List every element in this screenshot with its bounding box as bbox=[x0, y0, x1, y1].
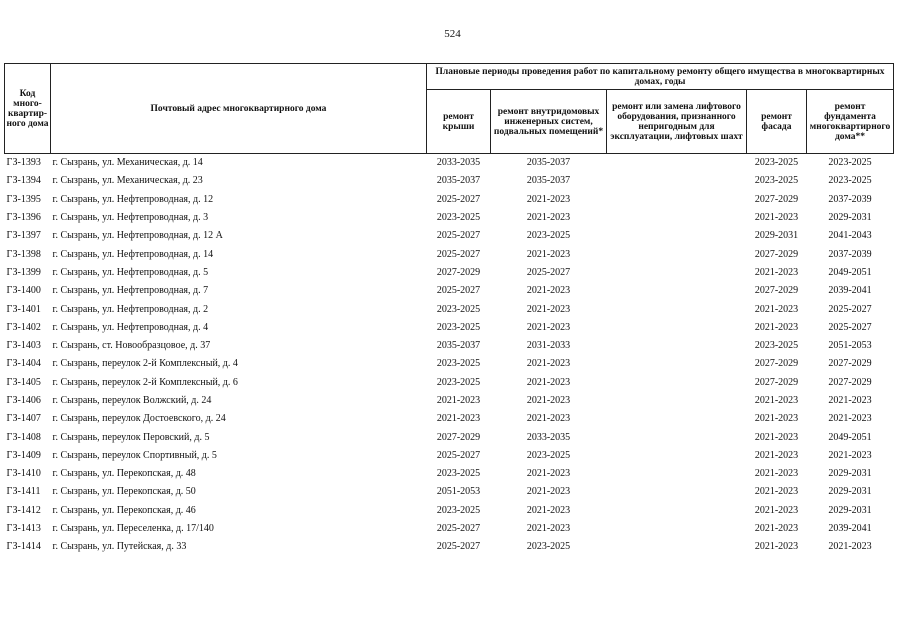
table-row bbox=[5, 319, 894, 337]
cell-roof: 2033-2035 bbox=[427, 154, 491, 173]
cell-facade: 2021-2023 bbox=[754, 266, 799, 278]
cell-address: г. Сызрань, ул. Нефтепроводная, д. 12 bbox=[52, 193, 214, 205]
header-facade: ремонт фасада bbox=[747, 90, 807, 154]
cell-roof: 2025-2027 bbox=[436, 285, 481, 297]
cell-engineering: 2021-2023 bbox=[526, 193, 571, 205]
cell-engineering: 2031-2033 bbox=[526, 340, 571, 352]
cell-code: ГЗ-1396 bbox=[6, 212, 41, 224]
cell-engineering: 2023-2025 bbox=[526, 541, 571, 553]
cell-roof: 2025-2027 bbox=[436, 230, 481, 242]
table-row bbox=[5, 355, 894, 373]
table-row bbox=[5, 374, 894, 392]
cell-engineering: 2035-2037 bbox=[526, 175, 571, 187]
table-row bbox=[5, 337, 894, 355]
cell-engineering: 2035-2037 bbox=[491, 154, 607, 173]
cell-code: ГЗ-1400 bbox=[6, 285, 41, 297]
cell-facade: 2021-2023 bbox=[754, 504, 799, 516]
cell-engineering: 2021-2023 bbox=[526, 321, 571, 333]
cell-roof: 2035-2037 bbox=[436, 340, 481, 352]
cell-address: г. Сызрань, ул. Переселенка, д. 17/140 bbox=[52, 523, 214, 535]
cell-address: г. Сызрань, ул. Перекопская, д. 46 bbox=[52, 504, 196, 516]
cell-facade: 2027-2029 bbox=[754, 248, 799, 260]
cell-roof: 2023-2025 bbox=[436, 358, 481, 370]
table-row bbox=[5, 410, 894, 428]
cell-foundation: 2025-2027 bbox=[828, 321, 872, 333]
cell-roof: 2025-2027 bbox=[436, 523, 481, 535]
cell-elevator bbox=[607, 410, 747, 428]
table-row bbox=[5, 465, 894, 483]
table-row bbox=[5, 483, 894, 501]
capital-repair-table bbox=[4, 63, 894, 557]
cell-engineering: 2021-2023 bbox=[526, 376, 571, 388]
cell-address: г. Сызрань, переулок Волжский, д. 24 bbox=[52, 395, 212, 406]
cell-code: ГЗ-1411 bbox=[6, 486, 41, 498]
cell-foundation: 2041-2043 bbox=[828, 230, 872, 242]
cell-facade: 2021-2023 bbox=[754, 523, 799, 535]
cell-elevator bbox=[607, 191, 747, 209]
table-row bbox=[5, 227, 894, 245]
cell-address: г. Сызрань, ул. Нефтепроводная, д. 2 bbox=[52, 303, 209, 315]
cell-facade: 2023-2025 bbox=[754, 340, 799, 352]
cell-facade: 2021-2023 bbox=[754, 413, 799, 425]
cell-roof: 2023-2025 bbox=[436, 303, 481, 315]
cell-foundation: 2025-2027 bbox=[828, 303, 872, 315]
cell-roof: 2023-2025 bbox=[436, 376, 481, 388]
table-header bbox=[5, 64, 894, 154]
cell-address: г. Сызрань, ул. Путейская, д. 33 bbox=[52, 541, 187, 553]
cell-facade: 2023-2025 bbox=[754, 175, 799, 187]
cell-elevator bbox=[607, 392, 747, 410]
cell-foundation: 2023-2025 bbox=[828, 175, 872, 187]
cell-roof: 2035-2037 bbox=[436, 175, 481, 187]
cell-address: г. Сызрань, ул. Нефтепроводная, д. 7 bbox=[52, 285, 209, 297]
cell-elevator bbox=[607, 465, 747, 483]
cell-elevator bbox=[607, 337, 747, 355]
cell-code: ГЗ-1395 bbox=[6, 193, 41, 205]
cell-roof: 2023-2025 bbox=[436, 504, 481, 516]
header-foundation: ремонт фундамента многоквартирного дома** bbox=[807, 90, 894, 154]
cell-foundation: 2049-2051 bbox=[828, 266, 872, 278]
cell-engineering: 2021-2023 bbox=[526, 523, 571, 535]
cell-roof: 2023-2025 bbox=[436, 321, 481, 333]
table-row bbox=[5, 300, 894, 318]
cell-code: ГЗ-1398 bbox=[6, 248, 41, 260]
cell-address: г. Сызрань, ул. Нефтепроводная, д. 14 bbox=[52, 248, 214, 260]
cell-code: ГЗ-1403 bbox=[6, 340, 41, 352]
cell-code: ГЗ-1413 bbox=[6, 523, 41, 535]
cell-foundation: 2039-2041 bbox=[828, 523, 872, 535]
cell-code: ГЗ-1414 bbox=[6, 541, 41, 553]
cell-code: ГЗ-1406 bbox=[6, 395, 41, 406]
cell-foundation: 2037-2039 bbox=[828, 248, 872, 260]
cell-foundation: 2021-2023 bbox=[828, 449, 872, 461]
cell-facade: 2021-2023 bbox=[754, 395, 799, 406]
cell-code: ГЗ-1394 bbox=[6, 175, 41, 187]
table-row bbox=[5, 538, 894, 556]
cell-foundation: 2021-2023 bbox=[828, 395, 872, 406]
cell-address: г. Сызрань, переулок 2-й Комплексный, д. 6 bbox=[52, 376, 238, 388]
table-row bbox=[5, 209, 894, 227]
cell-elevator bbox=[607, 483, 747, 501]
cell-engineering: 2023-2025 bbox=[526, 449, 571, 461]
cell-engineering: 2025-2027 bbox=[526, 266, 571, 278]
cell-engineering: 2033-2035 bbox=[526, 431, 571, 443]
cell-foundation: 2021-2023 bbox=[828, 413, 872, 425]
cell-elevator bbox=[607, 154, 747, 173]
cell-roof: 2051-2053 bbox=[436, 486, 481, 498]
cell-address: г. Сызрань, ул. Перекопская, д. 48 bbox=[52, 468, 196, 480]
header-engineering: ремонт внутридомовых инженерных систем, подвальных помещений* bbox=[491, 90, 607, 154]
table-row bbox=[5, 447, 894, 465]
cell-code: ГЗ-1408 bbox=[6, 431, 41, 443]
table-body bbox=[5, 154, 894, 557]
cell-elevator bbox=[607, 355, 747, 373]
cell-elevator bbox=[607, 264, 747, 282]
cell-facade: 2023-2025 bbox=[747, 154, 807, 173]
cell-address: г. Сызрань, переулок Перовский, д. 5 bbox=[52, 431, 210, 443]
cell-roof: 2025-2027 bbox=[436, 193, 481, 205]
cell-facade: 2021-2023 bbox=[754, 449, 799, 461]
cell-elevator bbox=[607, 172, 747, 190]
header-elevator: ремонт или замена лифтового оборудования, признанного непригодным для эксплуатации, лифтовых шахт bbox=[607, 90, 747, 154]
cell-address: г. Сызрань, ст. Новообразцовое, д. 37 bbox=[52, 340, 211, 352]
cell-facade: 2029-2031 bbox=[754, 230, 799, 242]
cell-elevator bbox=[607, 227, 747, 245]
cell-foundation: 2049-2051 bbox=[828, 431, 872, 443]
cell-elevator bbox=[607, 520, 747, 538]
cell-elevator bbox=[607, 209, 747, 227]
cell-address: г. Сызрань, ул. Перекопская, д. 50 bbox=[52, 486, 196, 498]
cell-code: ГЗ-1401 bbox=[6, 303, 41, 315]
cell-foundation: 2027-2029 bbox=[828, 376, 872, 388]
table-row bbox=[5, 191, 894, 209]
cell-address: г. Сызрань, переулок Достоевского, д. 24 bbox=[52, 413, 226, 425]
page-number: 524 bbox=[444, 28, 461, 40]
cell-engineering: 2021-2023 bbox=[526, 468, 571, 480]
cell-roof: 2023-2025 bbox=[436, 468, 481, 480]
cell-address: г. Сызрань, ул. Нефтепроводная, д. 3 bbox=[52, 212, 209, 224]
cell-address: г. Сызрань, ул. Нефтепроводная, д. 4 bbox=[52, 321, 209, 333]
cell-facade: 2021-2023 bbox=[754, 468, 799, 480]
cell-facade: 2027-2029 bbox=[754, 358, 799, 370]
cell-facade: 2021-2023 bbox=[754, 212, 799, 224]
cell-foundation: 2027-2029 bbox=[828, 358, 872, 370]
cell-facade: 2021-2023 bbox=[754, 541, 799, 553]
header-code: Код много-квартир-ного дома bbox=[5, 64, 51, 154]
cell-address: г. Сызрань, ул. Нефтепроводная, д. 5 bbox=[52, 266, 209, 278]
cell-elevator bbox=[607, 300, 747, 318]
cell-foundation: 2023-2025 bbox=[807, 154, 894, 173]
cell-roof: 2021-2023 bbox=[436, 395, 481, 406]
cell-elevator bbox=[607, 502, 747, 520]
cell-address: г. Сызрань, переулок Спортивный, д. 5 bbox=[52, 449, 217, 461]
table-row bbox=[5, 520, 894, 538]
table-row bbox=[5, 154, 894, 173]
cell-address: г. Сызрань, ул. Механическая, д. 14 bbox=[51, 154, 427, 173]
cell-engineering: 2021-2023 bbox=[526, 303, 571, 315]
cell-elevator bbox=[607, 538, 747, 556]
cell-facade: 2027-2029 bbox=[754, 285, 799, 297]
cell-code: ГЗ-1402 bbox=[6, 321, 41, 333]
cell-elevator bbox=[607, 447, 747, 465]
cell-elevator bbox=[607, 319, 747, 337]
cell-elevator bbox=[607, 245, 747, 263]
cell-facade: 2021-2023 bbox=[754, 303, 799, 315]
cell-code: ГЗ-1407 bbox=[6, 413, 41, 425]
cell-roof: 2027-2029 bbox=[436, 431, 481, 443]
cell-code: ГЗ-1405 bbox=[6, 376, 41, 388]
cell-engineering: 2021-2023 bbox=[526, 212, 571, 224]
cell-address: г. Сызрань, переулок 2-й Комплексный, д. 4 bbox=[52, 358, 238, 370]
cell-facade: 2027-2029 bbox=[754, 376, 799, 388]
cell-facade: 2021-2023 bbox=[754, 431, 799, 443]
header-roof: ремонт крыши bbox=[427, 90, 491, 154]
cell-code: ГЗ-1399 bbox=[6, 266, 41, 278]
cell-roof: 2021-2023 bbox=[436, 413, 481, 425]
cell-facade: 2021-2023 bbox=[754, 486, 799, 498]
table-row bbox=[5, 282, 894, 300]
cell-roof: 2023-2025 bbox=[436, 212, 481, 224]
table-row bbox=[5, 502, 894, 520]
cell-engineering: 2021-2023 bbox=[526, 486, 571, 498]
cell-roof: 2025-2027 bbox=[436, 449, 481, 461]
cell-engineering: 2021-2023 bbox=[526, 504, 571, 516]
table-row bbox=[5, 392, 894, 410]
cell-foundation: 2037-2039 bbox=[828, 193, 872, 205]
cell-code: ГЗ-1397 bbox=[6, 230, 41, 242]
cell-foundation: 2029-2031 bbox=[828, 212, 872, 224]
table-row bbox=[5, 245, 894, 263]
cell-foundation: 2029-2031 bbox=[828, 504, 872, 516]
cell-foundation: 2021-2023 bbox=[828, 541, 872, 553]
cell-engineering: 2021-2023 bbox=[526, 285, 571, 297]
table-row bbox=[5, 428, 894, 446]
cell-facade: 2021-2023 bbox=[754, 321, 799, 333]
cell-code: ГЗ-1410 bbox=[6, 468, 41, 480]
cell-engineering: 2021-2023 bbox=[526, 358, 571, 370]
table-row bbox=[5, 264, 894, 282]
cell-foundation: 2051-2053 bbox=[828, 340, 872, 352]
cell-engineering: 2021-2023 bbox=[526, 248, 571, 260]
cell-roof: 2025-2027 bbox=[436, 248, 481, 260]
cell-address: г. Сызрань, ул. Нефтепроводная, д. 12 А bbox=[52, 230, 223, 242]
cell-elevator bbox=[607, 428, 747, 446]
cell-code: ГЗ-1409 bbox=[6, 449, 41, 461]
cell-roof: 2027-2029 bbox=[436, 266, 481, 278]
cell-elevator bbox=[607, 282, 747, 300]
cell-address: г. Сызрань, ул. Механическая, д. 23 bbox=[52, 175, 203, 187]
cell-engineering: 2023-2025 bbox=[526, 230, 571, 242]
cell-engineering: 2021-2023 bbox=[526, 395, 571, 406]
cell-elevator bbox=[607, 374, 747, 392]
cell-foundation: 2029-2031 bbox=[828, 486, 872, 498]
cell-engineering: 2021-2023 bbox=[526, 413, 571, 425]
cell-code: ГЗ-1404 bbox=[6, 358, 41, 370]
table-row bbox=[5, 172, 894, 190]
cell-foundation: 2029-2031 bbox=[828, 468, 872, 480]
cell-roof: 2025-2027 bbox=[436, 541, 481, 553]
cell-code: ГЗ-1393 bbox=[5, 154, 51, 173]
cell-facade: 2027-2029 bbox=[754, 193, 799, 205]
header-address: Почтовый адрес многоквартирного дома bbox=[51, 64, 427, 154]
cell-code: ГЗ-1412 bbox=[6, 504, 41, 516]
cell-foundation: 2039-2041 bbox=[828, 285, 872, 297]
header-periods: Плановые периоды проведения работ по капитальному ремонту общего имущества в многоквартирных домах, годы bbox=[427, 64, 894, 90]
